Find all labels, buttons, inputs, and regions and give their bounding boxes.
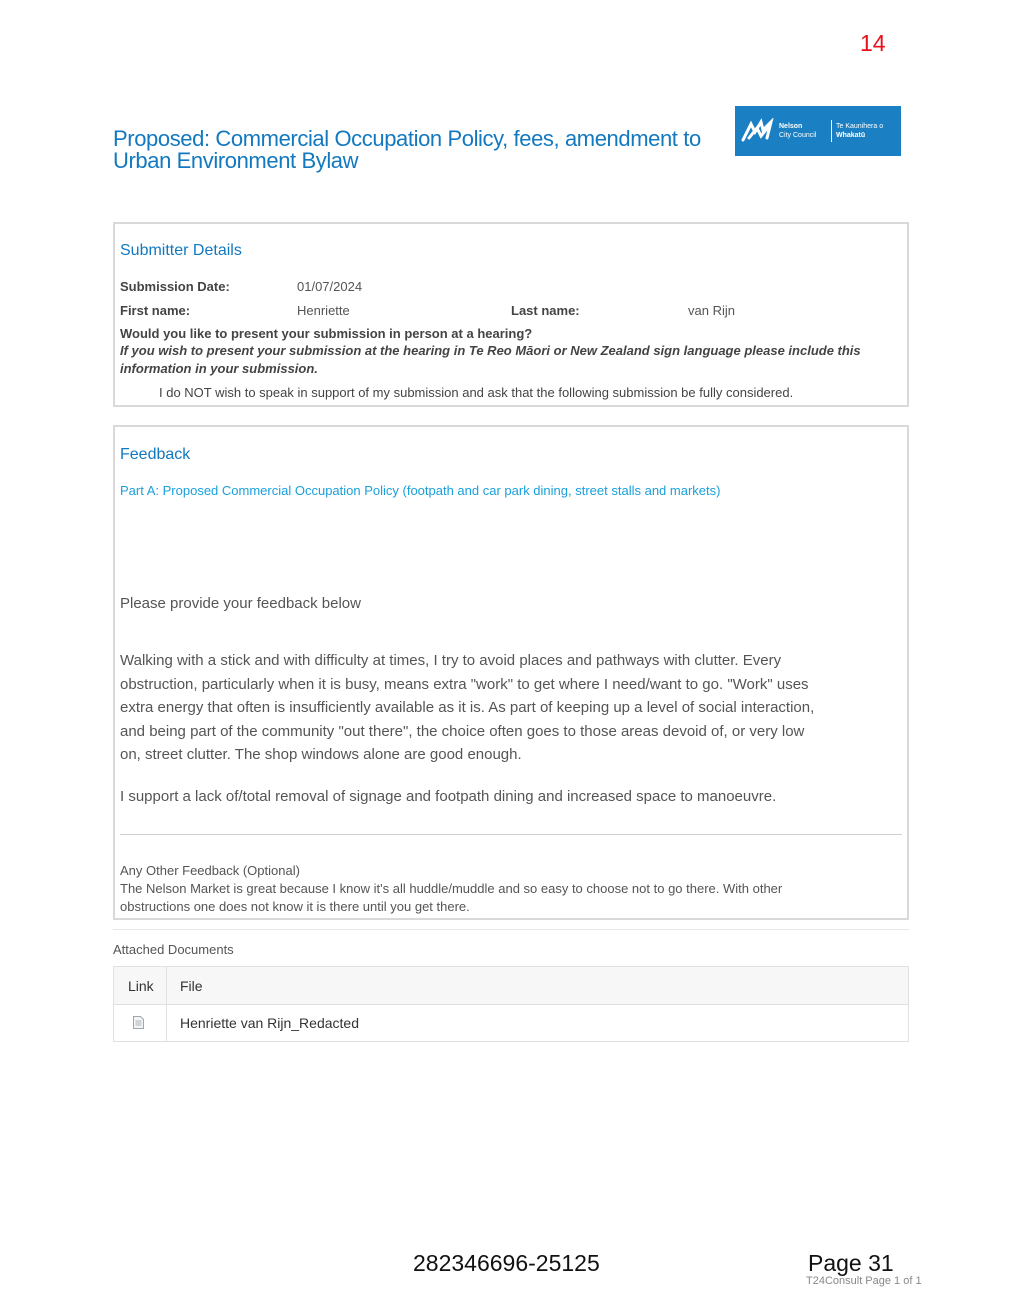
logo-text-maori2: Whakatū — [836, 132, 866, 139]
page-title: Proposed: Commercial Occupation Policy, fees, amendment to Urban Environment Bylaw — [113, 126, 701, 173]
feedback-prompt: Please provide your feedback below — [120, 595, 361, 612]
section-divider — [113, 929, 909, 930]
council-logo — [735, 106, 901, 156]
feedback-paragraph-1: Walking with a stick and with difficulty at times, I try to avoid places and pathways with clutter. Every obstruction, particularly when it is busy, means extra "work" to get where I need/want to go. "Work" uses extra energy that often is insufficiently available as it is. As part of keeping up a level of social interaction, and being part of the community "out there", the choice often goes to those areas devoid of, or very low on, street clutter. The shop windows alone are good enough. — [120, 652, 815, 763]
logo-text-maori1: Te Kaunihera o — [836, 123, 884, 130]
attachments-table — [113, 966, 909, 1042]
part-a-heading: Part A: Proposed Commercial Occupation Policy (footpath and car park dining, street stalls and markets) — [120, 483, 721, 498]
column-divider — [166, 967, 167, 1041]
hearing-question: Would you like to present your submission in person at a hearing? — [120, 326, 533, 341]
attached-documents-label: Attached Documents — [113, 942, 234, 957]
feedback-divider — [120, 834, 902, 835]
feedback-heading: Feedback — [120, 446, 191, 463]
logo-text-line1: Nelson — [779, 123, 803, 130]
last-name-value: van Rijn — [688, 303, 735, 318]
first-name-value: Henriette — [297, 303, 350, 318]
submission-date-label: Submission Date: — [120, 279, 230, 294]
column-header-link: Link — [128, 978, 154, 994]
first-name-label: First name: — [120, 303, 191, 318]
hearing-answer: I do NOT wish to speak in support of my submission and ask that the following submission be fully considered. — [159, 385, 794, 400]
submission-date-value: 01/07/2024 — [297, 279, 363, 294]
footer-meta: T24Consult Page 1 of 1 — [806, 1275, 922, 1287]
nelson-logo-icon — [741, 118, 777, 144]
other-feedback-label: Any Other Feedback (Optional) — [120, 863, 300, 878]
submitter-details-heading: Submitter Details — [120, 242, 242, 259]
page-marker: 14 — [860, 30, 886, 56]
table-header — [114, 967, 908, 1005]
feedback-paragraph-2: I support a lack of/total removal of signage and footpath dining and increased space to manoeuvre. — [120, 788, 777, 805]
logo-divider — [831, 120, 832, 142]
column-header-file: File — [180, 978, 203, 994]
logo-text-line2: City Council — [779, 132, 817, 139]
document-id: 282346696-25125 — [413, 1250, 600, 1276]
document-icon[interactable] — [133, 1016, 144, 1029]
page-number: Page 31 — [808, 1250, 894, 1276]
attachment-file-name[interactable]: Henriette van Rijn_Redacted — [180, 1015, 359, 1031]
hearing-note: If you wish to present your submission at the hearing in Te Reo Māori or New Zealand sign language please include this information in your submission. — [120, 343, 861, 376]
other-feedback-text: The Nelson Market is great because I know it's all huddle/muddle and so easy to choose not to go there. With other obstructions one does not know it is there until you get there. — [120, 881, 783, 914]
last-name-label: Last name: — [511, 303, 580, 318]
